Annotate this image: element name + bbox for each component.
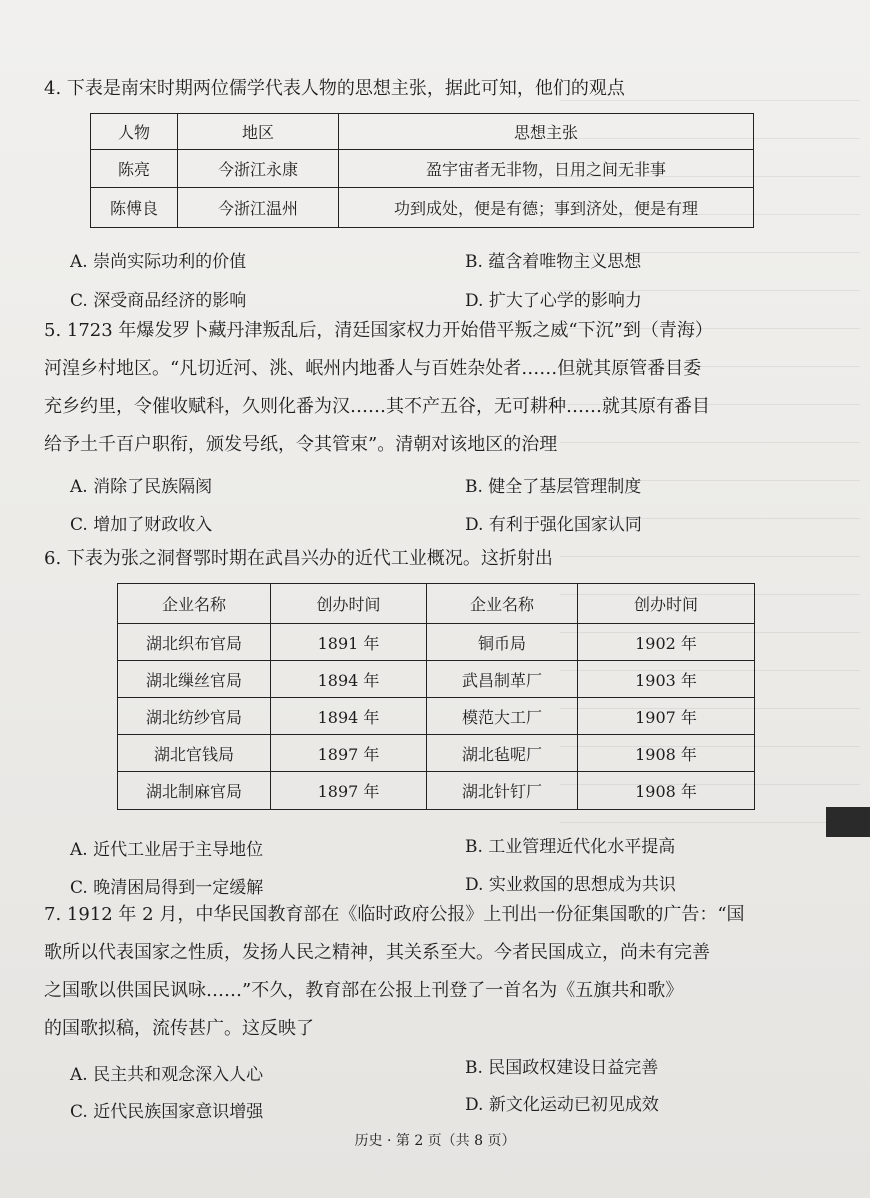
q4-header-person: 人物 [91,114,178,150]
table-cell: 今浙江温州 [178,188,339,228]
question-4 [44,70,784,108]
q4-option-b: B. 蕴含着唯物主义思想 [465,252,642,272]
table-cell: 今浙江永康 [178,150,339,188]
table-cell: 1907 年 [578,698,755,735]
q6-option-a: A. 近代工业居于主导地位 [70,840,264,860]
q5-option-d: D. 有利于强化国家认同 [465,515,642,535]
q4-header-idea: 思想主张 [339,114,754,150]
q4-option-c: C. 深受商品经济的影响 [70,291,247,311]
q4-option-a: A. 崇尚实际功利的价值 [70,252,247,272]
table-cell: 湖北织布官局 [118,624,271,661]
table-cell: 1894 年 [271,698,427,735]
q7-option-b: B. 民国政权建设日益完善 [465,1058,659,1078]
table-cell: 湖北针钉厂 [427,772,578,810]
question-4-table [90,113,754,228]
table-cell: 盈宇宙者无非物，日用之间无非事 [339,150,754,188]
table-cell: 陈亮 [91,150,178,188]
q4-option-d: D. 扩大了心学的影响力 [465,291,642,311]
q6-header-company-2: 企业名称 [427,584,578,624]
table-cell: 湖北制麻官局 [118,772,271,810]
q7-line: 7. 1912 年 2 月，中华民国教育部在《临时政府公报》上刊出一份征集国歌的广告：“国 [44,904,745,925]
q7-line: 的国歌拟稿，流传甚广。这反映了 [44,1018,314,1039]
question-5 [44,312,784,464]
q7-line: 歌所以代表国家之性质，发扬人民之精神，其关系至大。今者民国成立，尚未有完善 [44,942,710,963]
q4-header-region: 地区 [178,114,339,150]
table-cell: 1891 年 [271,624,427,661]
q5-line: 给予土千百户职衔，颁发号纸，令其管束”。清朝对该地区的治理 [44,434,558,455]
table-cell: 1902 年 [578,624,755,661]
q6-header-year-1: 创办时间 [271,584,427,624]
question-6-stem: 6. 下表为张之洞督鄂时期在武昌兴办的近代工业概况。这折射出 [44,548,553,569]
table-cell: 湖北纺纱官局 [118,698,271,735]
q7-option-c: C. 近代民族国家意识增强 [70,1102,264,1122]
table-cell: 模范大工厂 [427,698,578,735]
table-cell: 1903 年 [578,661,755,698]
table-cell: 湖北官钱局 [118,735,271,772]
question-6 [44,540,784,578]
table-cell: 武昌制革厂 [427,661,578,698]
q5-line: 5. 1723 年爆发罗卜藏丹津叛乱后，清廷国家权力开始借平叛之威“下沉”到（青海） [44,320,713,341]
question-4-stem: 4. 下表是南宋时期两位儒学代表人物的思想主张，据此可知，他们的观点 [44,78,625,99]
table-cell: 铜币局 [427,624,578,661]
table-cell: 1908 年 [578,735,755,772]
table-cell: 功到成处，便是有德；事到济处，便是有理 [339,188,754,228]
table-cell: 湖北缫丝官局 [118,661,271,698]
q7-option-a: A. 民主共和观念深入人心 [70,1065,264,1085]
page-footer: 历史 · 第 2 页（共 8 页） [354,1133,516,1149]
q5-option-b: B. 健全了基层管理制度 [465,477,642,497]
q5-line: 河湟乡村地区。“凡切近河、洮、岷州内地番人与百姓杂处者……但就其原管番目委 [44,358,702,379]
page-edge-tab [826,807,870,837]
table-cell: 湖北毡呢厂 [427,735,578,772]
q6-header-company-1: 企业名称 [118,584,271,624]
q5-line: 充乡约里，令催收赋科，久则化番为汉……其不产五谷，无可耕种……就其原有番目 [44,396,710,417]
question-6-table [117,583,755,810]
q5-option-c: C. 增加了财政收入 [70,515,213,535]
question-7 [44,896,784,1048]
table-cell: 1897 年 [271,735,427,772]
table-cell: 1894 年 [271,661,427,698]
table-cell: 1908 年 [578,772,755,810]
table-cell: 1897 年 [271,772,427,810]
q6-option-d: D. 实业救国的思想成为共识 [465,875,676,895]
q6-header-year-2: 创办时间 [578,584,755,624]
q6-option-c: C. 晚清困局得到一定缓解 [70,878,264,898]
q7-option-d: D. 新文化运动已初见成效 [465,1095,659,1115]
q7-line: 之国歌以供国民讽咏……”不久，教育部在公报上刊登了一首名为《五旗共和歌》 [44,980,684,1001]
q6-option-b: B. 工业管理近代化水平提高 [465,837,676,857]
table-cell: 陈傅良 [91,188,178,228]
q5-option-a: A. 消除了民族隔阂 [70,477,213,497]
